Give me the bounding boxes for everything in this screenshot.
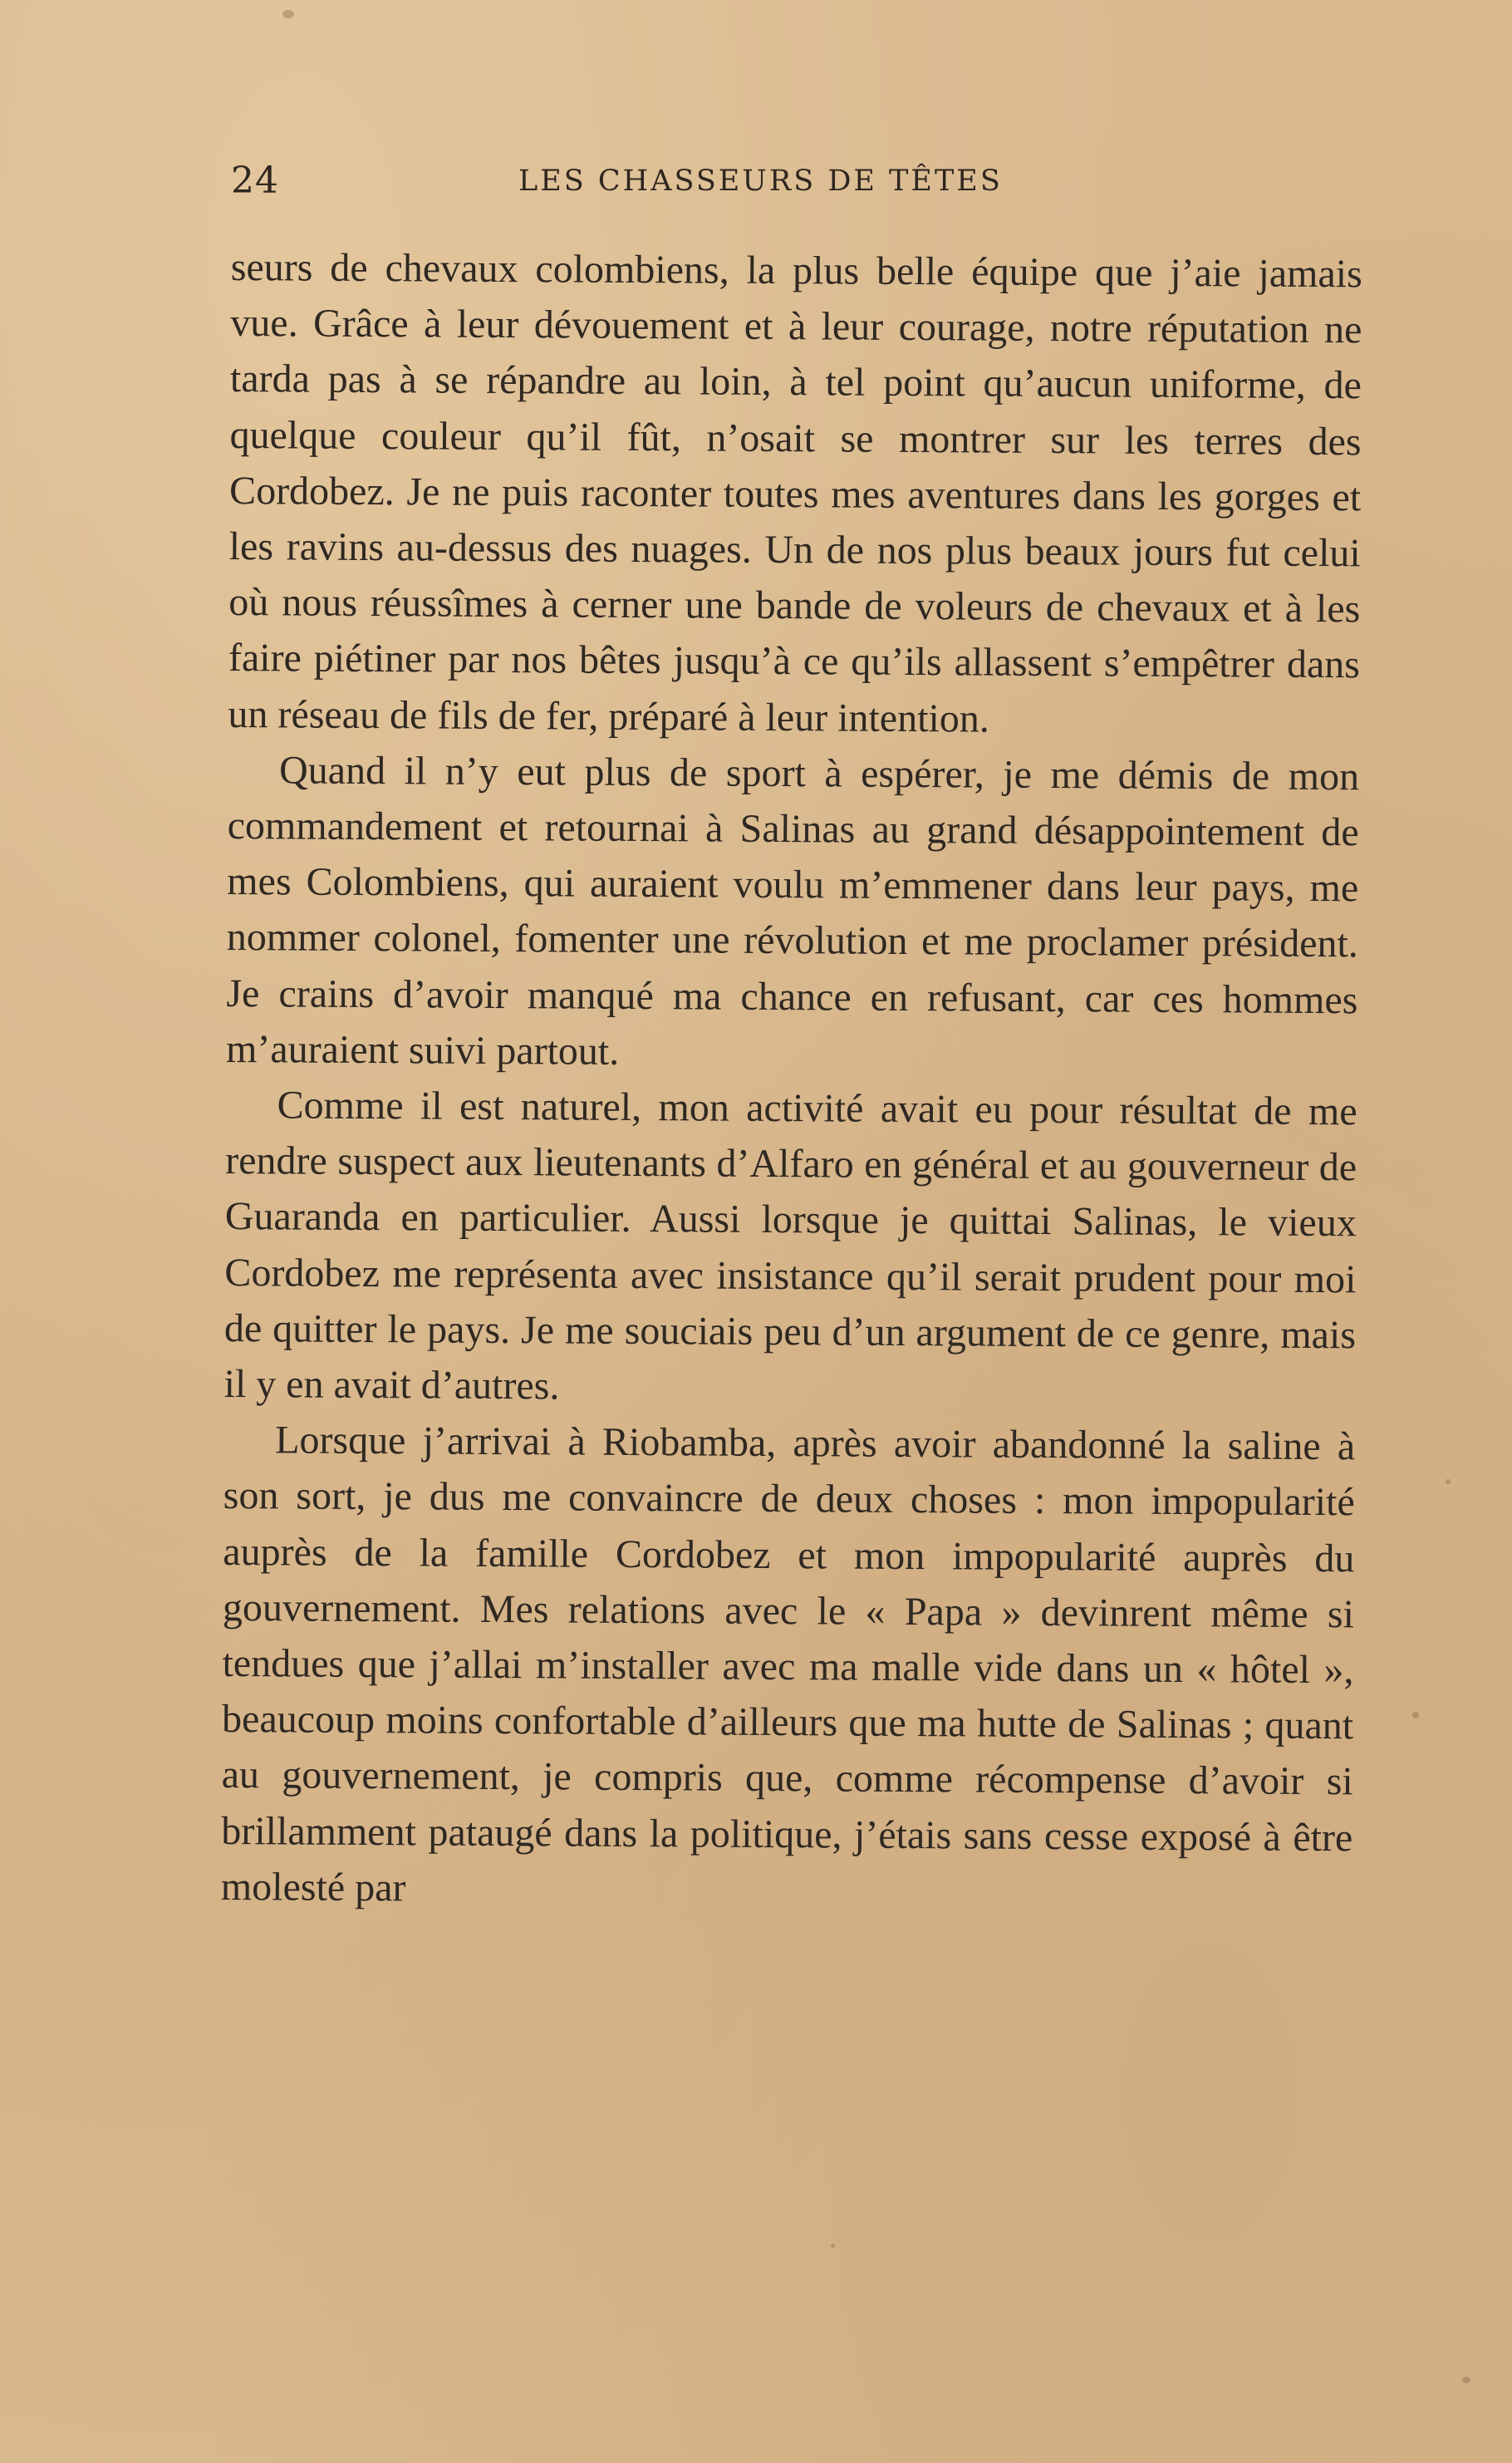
- paper-speck: [831, 2244, 835, 2248]
- paragraph-3: Comme il est naturel, mon activité avait eu pour résultat de me rendre suspect aux lieutenants d’Alfaro en général et au gouverneur de Guaranda en particulier. Aussi lorsque je quittai Salinas, le vieux Cordobez me représenta avec insistance qu’il serait prudent pour moi de quitter le pays. Je me souciais peu d’un argument de ce genre, mais il y en avait d’autres.: [223, 1083, 1357, 1408]
- running-head: [231, 155, 1095, 213]
- paper-speck: [1412, 1712, 1419, 1718]
- paper-speck: [1462, 2377, 1470, 2383]
- paper-speck: [282, 10, 294, 18]
- paragraph-1: seurs de chevaux colombiens, la plus belle équipe que j’aie jamais vue. Grâce à leur dévouement et à leur courage, notre réputation ne tarda pas à se répandre au loin, à tel point qu’aucun uniforme, de quelque couleur qu’il fût, n’osait se montrer sur les terres des Cordobez. Je ne puis raconter toutes mes aventures dans les gorges et les ravins au-dessus des nuages. Un de nos plus beaux jours fut celui où nous réussîmes à cerner une bande de voleurs de chevaux et à les faire piétiner par nos bêtes jusqu’à ce qu’ils allassent s’empêtrer dans un réseau de fils de fer, préparé à leur intention.: [228, 244, 1362, 741]
- paper-speck: [1446, 1479, 1451, 1484]
- body-text: [221, 239, 1362, 1921]
- paragraph-4: Lorsque j’arrivai à Riobamba, après avoir abandonné la saline à son sort, je dus me convaincre de deux choses : mon impopularité auprès de la famille Cordobez et mon impopularité auprès du gouvernement. Mes relations avec le « Papa » devinrent même si tendues que j’allai m’installer avec ma malle vide dans un « hôtel », beaucoup moins confortable d’ailleurs que ma hutte de Salinas ; quant au gouvernement, je compris que, comme récompense d’avoir si brillamment pataugé dans la politique, j’étais sans cesse exposé à être molesté par: [220, 1418, 1356, 1910]
- page-number: 24: [231, 160, 279, 202]
- running-title: LES CHASSEURS DE TÊTES: [518, 165, 1003, 198]
- paragraph-2: Quand il n’y eut plus de sport à espérer, je me démis de mon commandement et retournai à Salinas au grand désappointement de mes Colombiens, qui auraient voulu m’emmener dans leur pays, me nommer colonel, fomenter une révolution et me proclamer président. Je crains d’avoir manqué ma chance en refusant, car ces hommes m’auraient suivi partout.: [225, 748, 1360, 1074]
